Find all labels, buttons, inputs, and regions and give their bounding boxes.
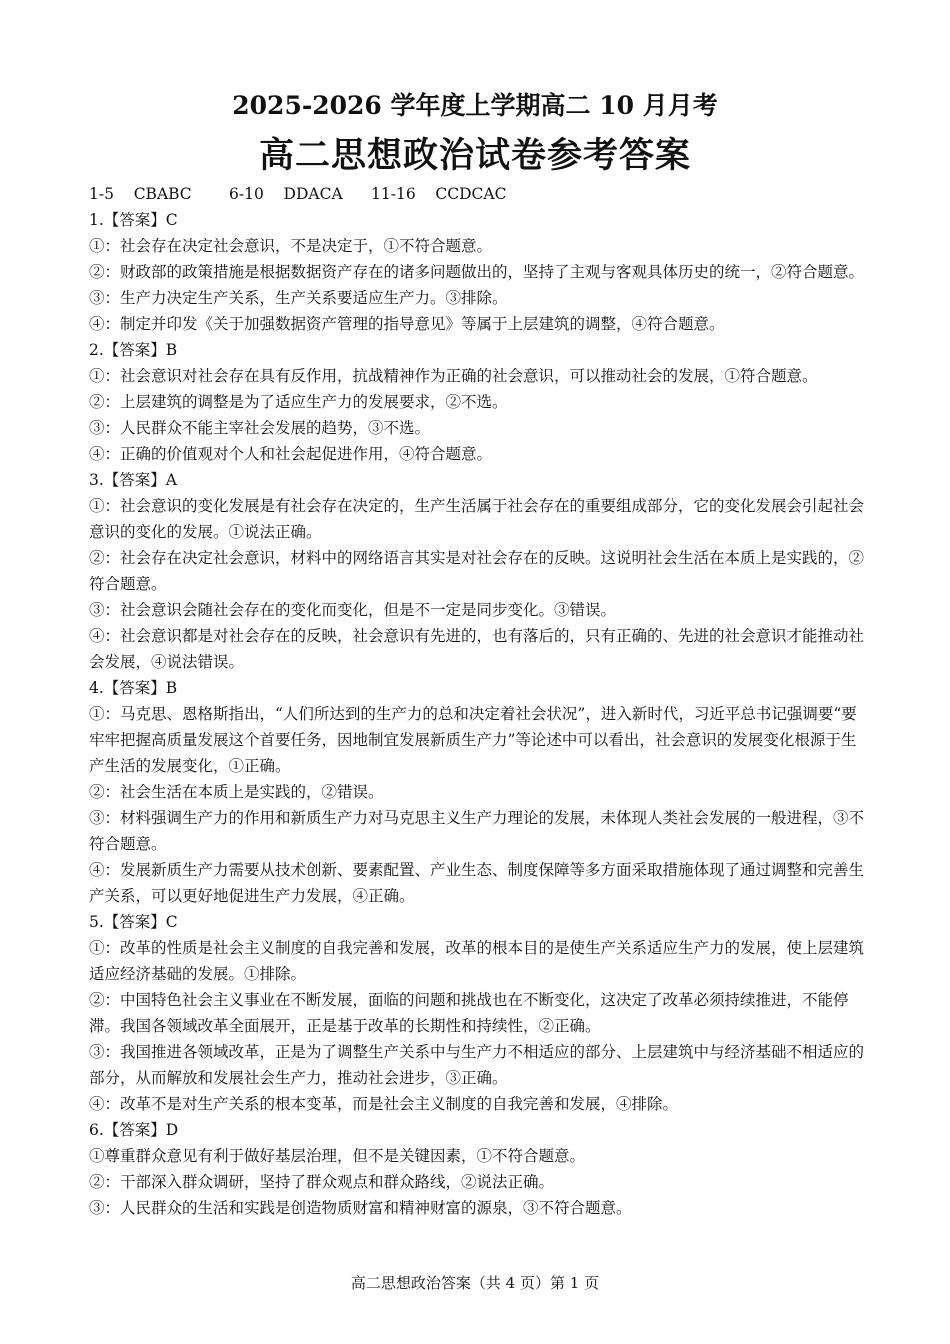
explanation-line: ③：我国推进各领域改革，正是为了调整生产关系中与生产力不相适应的部分、上层建筑中与经济基础不相适应的部分，从而解放和发展社会生产力，推动社会进步，③正确。	[89, 1043, 865, 1087]
document-title: 高二思想政治试卷参考答案	[258, 135, 691, 176]
explanation-line: ③：材料强调生产力的作用和新质生产力对马克思主义生产力理论的发展，未体现人类社会发展的一般进程，③不符合题意。	[89, 809, 865, 853]
page-footer: 高二思想政治答案（共 4 页）第 1 页	[350, 1274, 600, 1292]
explanation-line: ①：马克思、恩格斯指出，“人们所达到的生产力的总和决定着社会状况”，进入新时代，习近平总书记强调要“要牢牢把握高质量发展这个首要任务，因地制宜发展新质生产力”等论述中可以看出，社会意识的发展变化根源于生产生活的发展变化，①正确。	[89, 705, 857, 775]
explanation-line: ②：上层建筑的调整是为了适应生产力的发展要求，②不选。	[89, 393, 508, 411]
explanation-line: ③：生产力决定生产关系，生产关系要适应生产力。③排除。	[89, 289, 508, 307]
explanation-line: ②：干部深入群众调研，坚持了群众观点和群众路线，②说法正确。	[89, 1173, 555, 1191]
explanation-line: ②：社会存在决定社会意识，材料中的网络语言其实是对社会存在的反映。这说明社会生活在本质上是实践的，②符合题意。	[89, 549, 865, 593]
answer-key-group: 11-16 CCDCAC	[371, 185, 507, 203]
explanation-line: ④：制定并印发《关于加强数据资产管理的指导意见》等属于上层建筑的调整，④符合题意。	[89, 315, 725, 333]
question-answer-heading: 5.【答案】C	[89, 913, 178, 931]
explanation-line: ①：社会存在决定社会意识，不是决定于，①不符合题意。	[89, 237, 493, 255]
explanation-line: ②：社会生活在本质上是实践的，②错误。	[89, 783, 384, 801]
explanation-line: ③：人民群众的生活和实践是创造物质财富和精神财富的源泉，③不符合题意。	[89, 1199, 632, 1217]
explanation-line: ④：社会意识都是对社会存在的反映，社会意识有先进的，也有落后的，只有正确的、先进的社会意识才能推动社会发展，④说法错误。	[89, 627, 865, 671]
explanation-line: ③：人民群众不能主宰社会发展的趋势，③不选。	[89, 419, 431, 437]
answer-content	[89, 181, 865, 1221]
question-answer-heading: 2.【答案】B	[89, 341, 178, 359]
answer-key-group: 1-5 CBABC	[89, 185, 192, 203]
question-answer-heading: 4.【答案】B	[89, 679, 178, 697]
explanation-line: ③：社会意识会随社会存在的变化而变化，但是不一定是同步变化。③错误。	[89, 601, 617, 619]
exam-title: 2025-2026 学年度上学期高二 10 月月考	[232, 91, 718, 120]
explanation-line: ④：发展新质生产力需要从技术创新、要素配置、产业生态、制度保障等多方面采取措施体现了通过调整和完善生产关系，可以更好地促进生产力发展，④正确。	[89, 861, 865, 905]
explanation-line: ②：中国特色社会主义事业在不断发展，面临的问题和挑战也在不断变化，这决定了改革必须持续推进，不能停滞。我国各领域改革全面展开，正是基于改革的长期性和持续性，②正确。	[89, 991, 849, 1035]
explanation-line: ①：社会意识对社会存在具有反作用，抗战精神作为正确的社会意识，可以推动社会的发展，①符合题意。	[89, 367, 818, 385]
explanation-line: ①：改革的性质是社会主义制度的自我完善和发展，改革的根本目的是使生产关系适应生产力的发展，使上层建筑适应经济基础的发展。①排除。	[89, 939, 865, 983]
question-answer-heading: 1.【答案】C	[89, 211, 178, 229]
explanation-lines	[89, 207, 865, 1221]
question-answer-heading: 6.【答案】D	[89, 1121, 179, 1139]
explanation-line: ④：正确的价值观对个人和社会起促进作用，④符合题意。	[89, 445, 493, 463]
explanation-line: ④：改革不是对生产关系的根本变革，而是社会主义制度的自我完善和发展，④排除。	[89, 1095, 679, 1113]
answer-key-group: 6-10 DDACA	[229, 185, 343, 203]
question-answer-heading: 3.【答案】A	[89, 471, 177, 489]
explanation-line: ①：社会意识的变化发展是有社会存在决定的，生产生活属于社会存在的重要组成部分，它的变化发展会引起社会意识的变化的发展。①说法正确。	[89, 497, 865, 541]
explanation-line: ②：财政部的政策措施是根据数据资产存在的诸多问题做出的，坚持了主观与客观具体历史的统一，②符合题意。	[89, 263, 865, 281]
answer-key-row	[89, 181, 865, 207]
explanation-line: ①尊重群众意见有利于做好基层治理，但不是关键因素，①不符合题意。	[89, 1147, 586, 1165]
